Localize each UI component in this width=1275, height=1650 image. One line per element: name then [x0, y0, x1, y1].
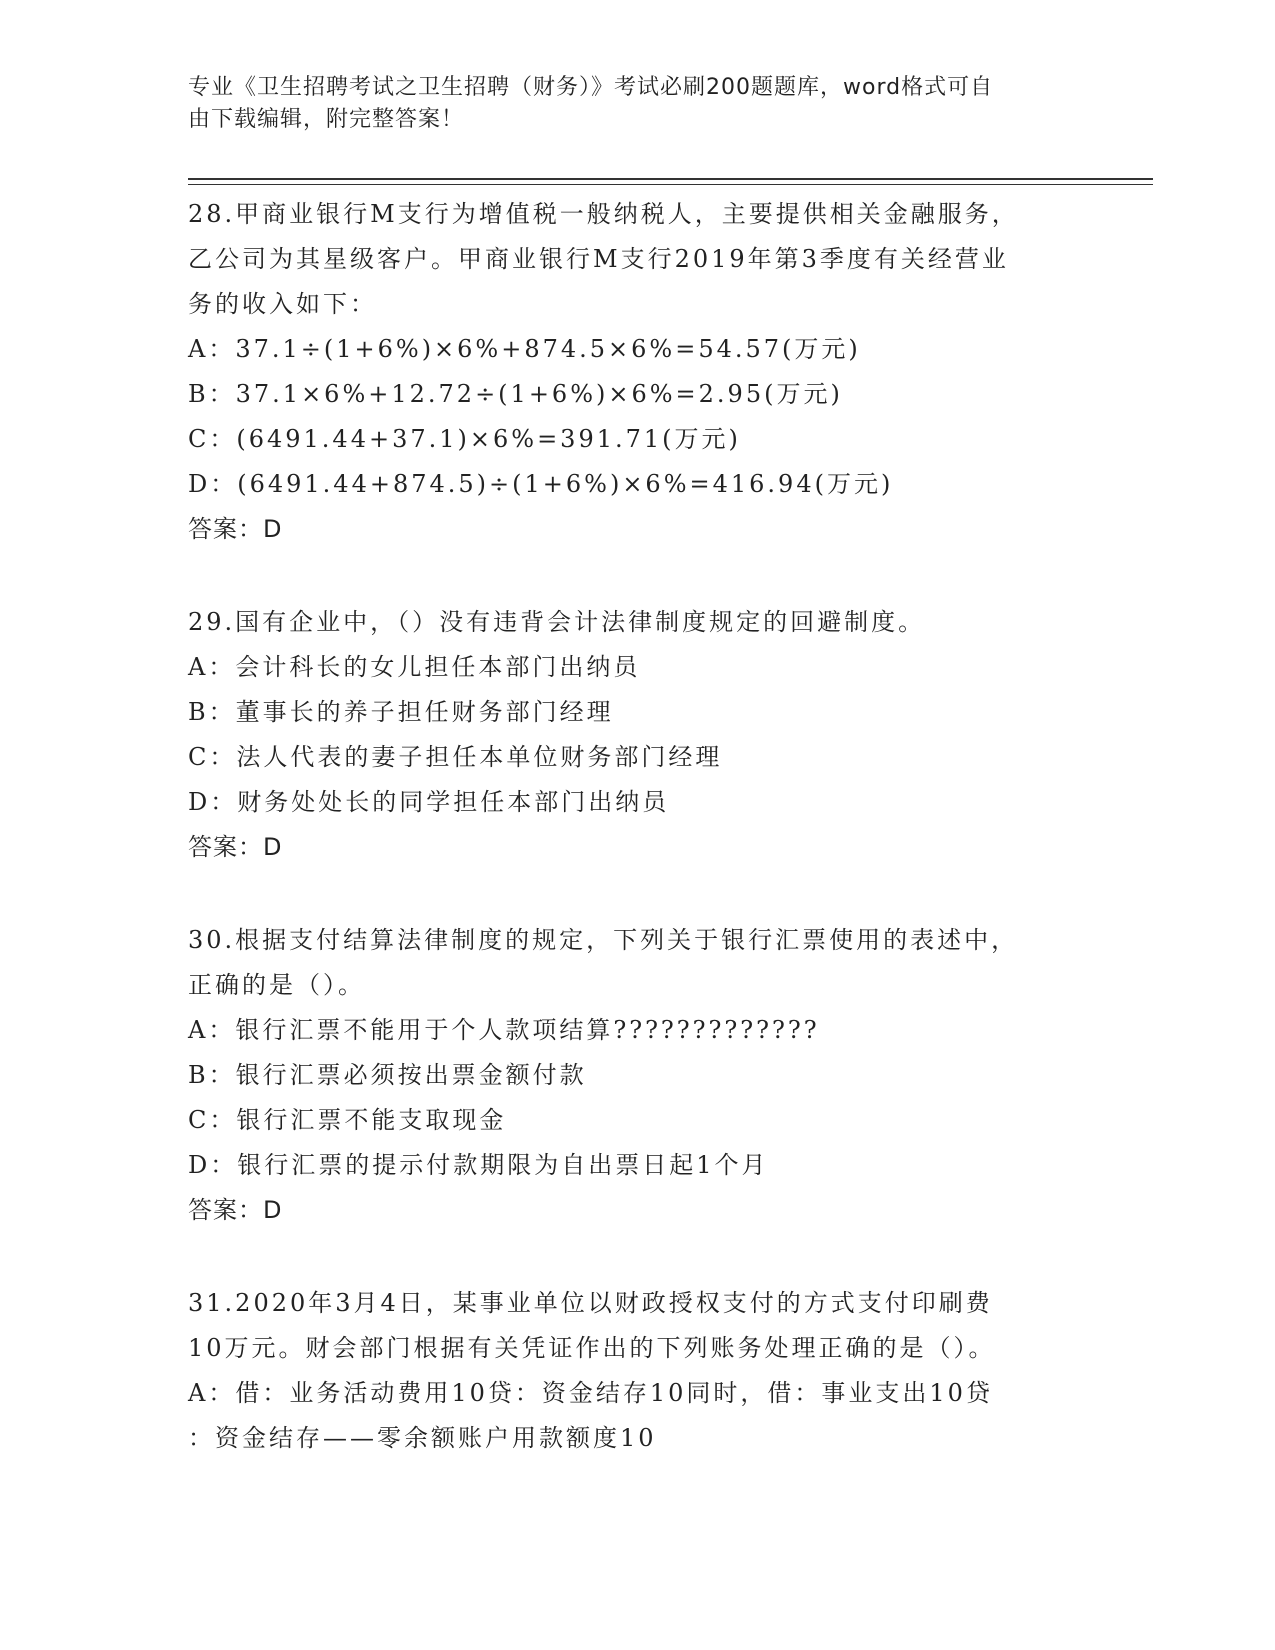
question-stem-line: 务的收入如下： [188, 290, 377, 318]
question-stem-line: 乙公司为其星级客户。甲商业银行M支行2019年第3季度有关经营业 [188, 245, 1009, 273]
answer-line: 答案：D [188, 833, 283, 861]
answer-line: 答案：D [188, 1196, 283, 1224]
question-stem-line: 30.根据支付结算法律制度的规定，下列关于银行汇票使用的表述中， [188, 926, 1019, 954]
header-divider-thick [188, 178, 1153, 180]
option-b: B：银行汇票必须按出票金额付款 [188, 1061, 587, 1089]
question-stem-line: 28.甲商业银行M支行为增值税一般纳税人，主要提供相关金融服务， [188, 200, 1019, 228]
question-spacer [188, 870, 1088, 918]
question-31 [188, 1281, 1088, 1461]
question-stem-line: 正确的是（）。 [188, 971, 365, 999]
option-c: C：(6491.44+37.1)×6%=391.71(万元) [188, 425, 741, 453]
option-b: B：董事长的养子担任财务部门经理 [188, 698, 614, 726]
option-a: A：银行汇票不能用于个人款项结算????????????? [188, 1016, 820, 1044]
question-list [188, 192, 1088, 1461]
question-spacer [188, 1233, 1088, 1281]
question-stem-line: 31.2020年3月4日，某事业单位以财政授权支付的方式支付印刷费 [188, 1289, 993, 1317]
question-30 [188, 918, 1088, 1233]
question-spacer [188, 552, 1088, 600]
answer-line: 答案：D [188, 515, 283, 543]
option-a: A：借：业务活动费用10贷：资金结存10同时，借：事业支出10贷 [188, 1379, 993, 1407]
header-divider-thin [188, 184, 1153, 185]
option-a: A：会计科长的女儿担任本部门出纳员 [188, 653, 641, 681]
option-a: A：37.1÷(1+6%)×6%+874.5×6%=54.57(万元) [188, 335, 861, 363]
header-line-1: 专业《卫生招聘考试之卫生招聘（财务）》考试必刷200题题库，word格式可自 [188, 75, 994, 100]
option-d: D：(6491.44+874.5)÷(1+6%)×6%=416.94(万元) [188, 470, 894, 498]
option-d: D：财务处处长的同学担任本部门出纳员 [188, 788, 670, 816]
option-a-continued: ：资金结存——零余额账户用款额度10 [188, 1424, 657, 1452]
document-header [188, 72, 1068, 136]
option-c: C：法人代表的妻子担任本单位财务部门经理 [188, 743, 723, 771]
question-29 [188, 600, 1088, 870]
option-c: C：银行汇票不能支取现金 [188, 1106, 507, 1134]
question-stem-line: 29.国有企业中，（）没有违背会计法律制度规定的回避制度。 [188, 608, 926, 636]
option-b: B：37.1×6%+12.72÷(1+6%)×6%=2.95(万元) [188, 380, 843, 408]
question-stem-line: 10万元。财会部门根据有关凭证作出的下列账务处理正确的是（）。 [188, 1334, 996, 1362]
option-d: D：银行汇票的提示付款期限为自出票日起1个月 [188, 1151, 769, 1179]
question-28 [188, 192, 1088, 552]
header-line-2: 由下载编辑，附完整答案！ [188, 107, 465, 132]
